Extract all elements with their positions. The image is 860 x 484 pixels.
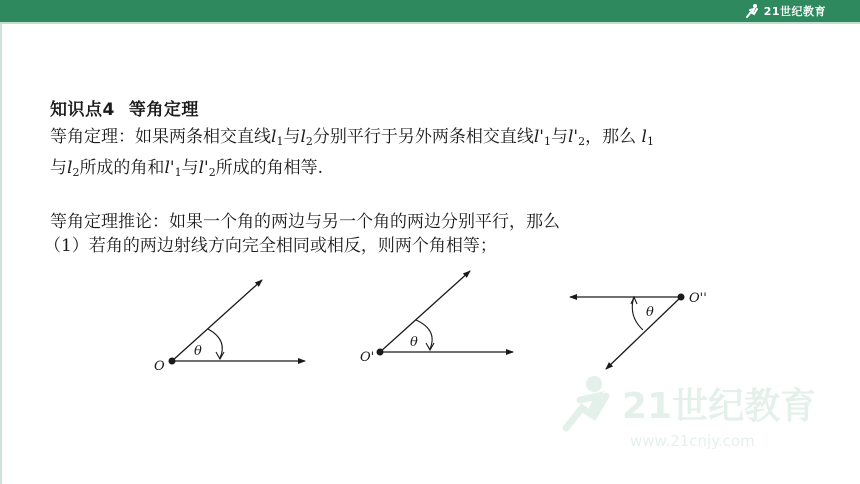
angle-figure-1 (154, 280, 305, 374)
corollary-line: 等角定理推论：如果一个角的两边与另一个角的两边分别平行，那么 (50, 212, 560, 232)
theorem-line2-mid: 所成的角和 (79, 158, 165, 178)
angle-figure-3 (570, 291, 707, 369)
fig3-vertex-label: O'' (689, 291, 707, 306)
theorem-mid: 分别平行于另外两条相交直线 (312, 127, 534, 147)
heading-title: 等角定理 (128, 100, 199, 120)
line-l1-prime: l' (533, 127, 544, 147)
sub-2b: 2 (72, 166, 80, 179)
sub-1pb: 1 (174, 166, 182, 179)
sub-2p: 2 (578, 135, 586, 148)
line-l2-prime: l' (568, 127, 579, 147)
and-3: 与 (50, 158, 67, 178)
and-2: 与 (551, 127, 568, 147)
line-l2: l (300, 127, 306, 147)
sub-1: 1 (276, 135, 284, 148)
and-4: 与 (181, 158, 199, 178)
theorem-prefix: 等角定理：如果两条相交直线 (50, 127, 271, 147)
fig2-vertex-label: O' (360, 350, 375, 365)
fig3-angle-label: θ (646, 305, 654, 320)
angle-figure-2 (360, 271, 513, 365)
watermark-text: 21世纪教育 (622, 386, 817, 427)
and-1: 与 (283, 127, 301, 147)
fig1-vertex-label: O (154, 359, 165, 374)
line-l2p-b: l' (198, 158, 209, 178)
corollary-item-1: （1）若角的两边射线方向完全相同或相反，则两个角相等； (44, 236, 497, 256)
watermark-runner-icon (566, 376, 606, 428)
fig1-angle-label: θ (194, 344, 202, 359)
theorem-line2-end: 所成的角相等. (215, 158, 324, 178)
sub-1p: 1 (544, 135, 551, 148)
logo-text: 21世纪教育 (763, 5, 826, 18)
sub-1b: 1 (646, 135, 654, 148)
sub-2: 2 (305, 135, 313, 148)
line-l1: l (271, 127, 277, 147)
line-l1-b: l (641, 127, 647, 147)
line-l1p-b: l' (164, 158, 175, 178)
watermark-url: www.21cnjy.com (630, 432, 755, 450)
theorem-tail: ，那么 (585, 127, 637, 147)
sub-2pb: 2 (208, 166, 216, 179)
heading-label: 知识点4 (50, 100, 115, 120)
fig2-angle-label: θ (410, 335, 418, 350)
line-l2-b: l (67, 158, 73, 178)
watermark-logo (560, 370, 830, 460)
